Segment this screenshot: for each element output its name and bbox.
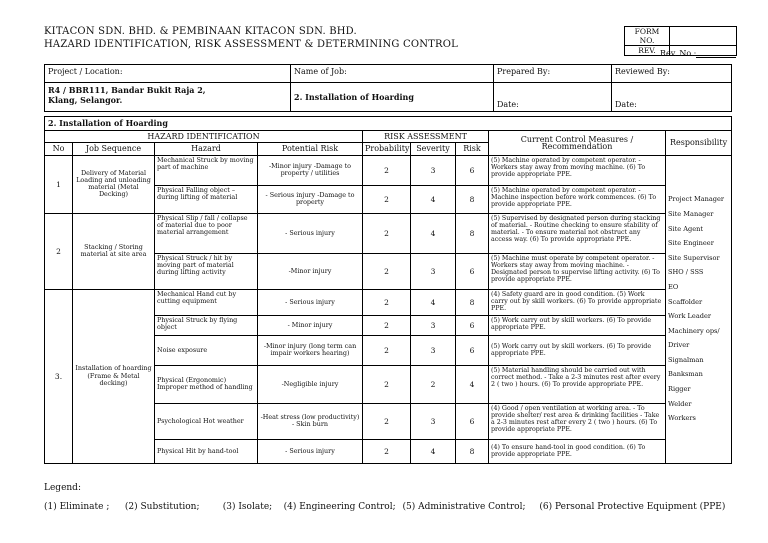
legend-item: (3) Isolate;	[222, 502, 273, 512]
risk-value: 6	[456, 335, 489, 365]
job-name-value: 2. Installation of Hoarding	[291, 83, 494, 112]
responsibility-item: Banksman	[668, 370, 703, 379]
col-potential-risk: Potential Risk	[258, 143, 363, 155]
responsibility-item: Signalman	[668, 355, 704, 364]
probability: 2	[363, 155, 411, 185]
document-title: HAZARD IDENTIFICATION, RISK ASSESSMENT & DETERMINING CONTROL	[44, 39, 459, 50]
probability: 2	[363, 315, 411, 335]
responsibility-item: Site Engineer	[668, 239, 714, 248]
severity: 3	[411, 335, 456, 365]
hazard: Psychological Hot weather	[155, 403, 258, 439]
risk-assessment-header: RISK ASSESSMENT	[363, 131, 489, 143]
control-measure: (5) Material handling should be carried out with correct method. - Take a 2-3 minutes rest after every 2 ( two ) hours. (6) To provide appropriate PPE.	[489, 365, 666, 403]
row-no: 1	[45, 155, 73, 213]
responsibility-item: Scaffolder	[668, 297, 703, 306]
potential-risk: - Minor injury	[258, 315, 363, 335]
risk-value: 8	[456, 439, 489, 463]
responsibility-item: EO	[668, 282, 679, 291]
responsibility-item: Project Manager	[668, 195, 725, 204]
hazard: Mechanical Struck by moving part of machine	[155, 155, 258, 185]
potential-risk: - Serious injury	[258, 213, 363, 253]
col-probability: Probability	[363, 143, 411, 155]
probability: 2	[363, 253, 411, 289]
hazard: Physical Slip / fall / collapse of material due to poor material arrangement	[155, 213, 258, 253]
responsibility-item: Work Leader	[668, 312, 712, 321]
legend-item: (1) Eliminate ;	[44, 502, 110, 512]
probability: 2	[363, 439, 411, 463]
potential-risk: -Minor injury (long term can impair workers hearing)	[258, 335, 363, 365]
potential-risk: -Minor injury	[258, 253, 363, 289]
rev-no-label: Rev. No.:	[660, 49, 697, 58]
control-measure: (5) Supervised by designated person during stacking of material. - Routine checking to ensure stability of material. - To ensure material not obstruct any access way. (6) To provide appropriate PPE.	[489, 213, 666, 253]
col-no: No	[45, 143, 73, 155]
prepared-by-label: Prepared By:	[494, 65, 612, 83]
risk-value: 4	[456, 365, 489, 403]
severity: 4	[411, 185, 456, 213]
control-measures-header: Current Control Measures / Recommendation	[489, 131, 666, 155]
control-measure: (5) Machine must operate by competent operator. - Workers stay away from moving machine. - Designated person to supervise lifting activity. (6) To provide appropriate PPE.	[489, 253, 666, 289]
legend-item: (5) Administrative Control;	[402, 502, 526, 512]
hazard: Physical (Ergonomic) Improper method of handling	[155, 365, 258, 403]
section-title: 2. Installation of Hoarding	[45, 117, 732, 131]
potential-risk: -Heat stress (low productivity) - Skin burn	[258, 403, 363, 439]
rev-label: REV.	[625, 46, 670, 56]
form-no-value	[670, 27, 737, 46]
job-sequence: Installation of hoarding (Frame & Metal decking)	[73, 289, 155, 463]
hazard-identification-header: HAZARD IDENTIFICATION	[45, 131, 363, 143]
legend	[44, 502, 725, 512]
hazard: Noise exposure	[155, 335, 258, 365]
hazard: Physical Struck by flying object	[155, 315, 258, 335]
job-name-label: Name of Job:	[291, 65, 494, 83]
probability: 2	[363, 185, 411, 213]
control-measure: (5) Work carry out by skill workers. (6) To provide appropriate PPE.	[489, 335, 666, 365]
potential-risk: - Serious injury	[258, 439, 363, 463]
job-sequence: Stacking / Storing material at site area	[73, 213, 155, 289]
probability: 2	[363, 213, 411, 253]
responsibility-item: Site Manager	[668, 209, 714, 218]
col-severity: Severity	[411, 143, 456, 155]
revision-number	[660, 49, 736, 58]
job-sequence: Delivery of Material Loading and unloading material (Metal Decking)	[73, 155, 155, 213]
project-location-label: Project / Location:	[45, 65, 291, 83]
risk-value: 6	[456, 253, 489, 289]
table-row	[45, 155, 732, 185]
legend-item: (2) Substitution;	[124, 502, 200, 512]
col-hazard: Hazard	[155, 143, 258, 155]
responsibility-header: Responsibility	[666, 131, 732, 155]
risk-value: 6	[456, 403, 489, 439]
legend-item: (4) Engineering Control;	[283, 502, 396, 512]
probability: 2	[363, 403, 411, 439]
potential-risk: -Negligible injury	[258, 365, 363, 403]
severity: 3	[411, 403, 456, 439]
probability: 2	[363, 365, 411, 403]
responsibility-item: Workers	[668, 414, 696, 423]
risk-value: 6	[456, 155, 489, 185]
potential-risk: -Minor injury -Damage to property / utilities	[258, 155, 363, 185]
control-measure: (4) To ensure hand-tool in good condition. (6) To provide appropriate PPE.	[489, 439, 666, 463]
responsibility-item: Machinery ops/ Driver	[668, 326, 720, 350]
severity: 3	[411, 253, 456, 289]
risk-value: 8	[456, 213, 489, 253]
responsibility-item: Rigger	[668, 385, 691, 394]
legend-item: (6) Personal Protective Equipment (PPE)	[539, 502, 726, 512]
project-location-value: R4 / BBR111, Bandar Bukit Raja 2, Klang, Selangor.	[45, 83, 291, 112]
project-info-table	[44, 64, 732, 112]
control-measure: (4) Safety guard are in good condition. (5) Work carry out by skill workers. (6) To provide appropriate PPE.	[489, 289, 666, 315]
severity: 4	[411, 289, 456, 315]
probability: 2	[363, 335, 411, 365]
control-measure: (4) Good / open ventilation at working area. - To provide shelter/ rest area & drinking facilities - Take a 2-3 minutes rest after every 2 ( two ) hours. (6) To provide appropriate PPE.	[489, 403, 666, 439]
table-row	[45, 289, 732, 315]
risk-value: 8	[456, 185, 489, 213]
row-no: 2	[45, 213, 73, 289]
severity: 2	[411, 365, 456, 403]
legend-label: Legend:	[44, 483, 81, 493]
risk-value: 6	[456, 315, 489, 335]
reviewed-date-label: Date:	[612, 83, 732, 112]
responsibility-item: Site Supervisor	[668, 253, 720, 262]
risk-value: 8	[456, 289, 489, 315]
potential-risk: - Serious injury -Damage to property	[258, 185, 363, 213]
potential-risk: - Serious injury	[258, 289, 363, 315]
control-measure: (5) Machine operated by competent operator. - Machine inspection before work commences. (6) To provide appropriate PPE.	[489, 185, 666, 213]
responsibility-item: Welder	[668, 399, 692, 408]
responsibility-item: Site Agent	[668, 224, 704, 233]
control-measure: (5) Machine operated by competent operator. - Workers stay away from moving machine. (6) To provide appropriate PPE.	[489, 155, 666, 185]
severity: 3	[411, 155, 456, 185]
col-job-sequence: Job Sequence	[73, 143, 155, 155]
probability: 2	[363, 289, 411, 315]
responsibility-item: SHO / SSS	[668, 268, 704, 277]
severity: 4	[411, 213, 456, 253]
severity: 4	[411, 439, 456, 463]
responsibility-list	[666, 155, 732, 463]
reviewed-by-label: Reviewed By:	[612, 65, 732, 83]
prepared-date-label: Date:	[494, 83, 612, 112]
hazard: Physical Hit by hand-tool	[155, 439, 258, 463]
col-risk: Risk	[456, 143, 489, 155]
hazard: Physical Falling object – during lifting of material	[155, 185, 258, 213]
control-measure: (5) Work carry out by skill workers. (6) To provide appropriate PPE.	[489, 315, 666, 335]
row-no: 3.	[45, 289, 73, 463]
hazard: Mechanical Hand cut by cutting equipment	[155, 289, 258, 315]
table-row	[45, 213, 732, 253]
hazard-table	[44, 116, 732, 464]
hazard: Physical Struck / hit by moving part of material during lifting activity	[155, 253, 258, 289]
severity: 3	[411, 315, 456, 335]
company-title: KITACON SDN. BHD. & PEMBINAAN KITACON SDN. BHD.	[44, 26, 357, 37]
form-no-label: FORM NO.	[625, 27, 670, 46]
